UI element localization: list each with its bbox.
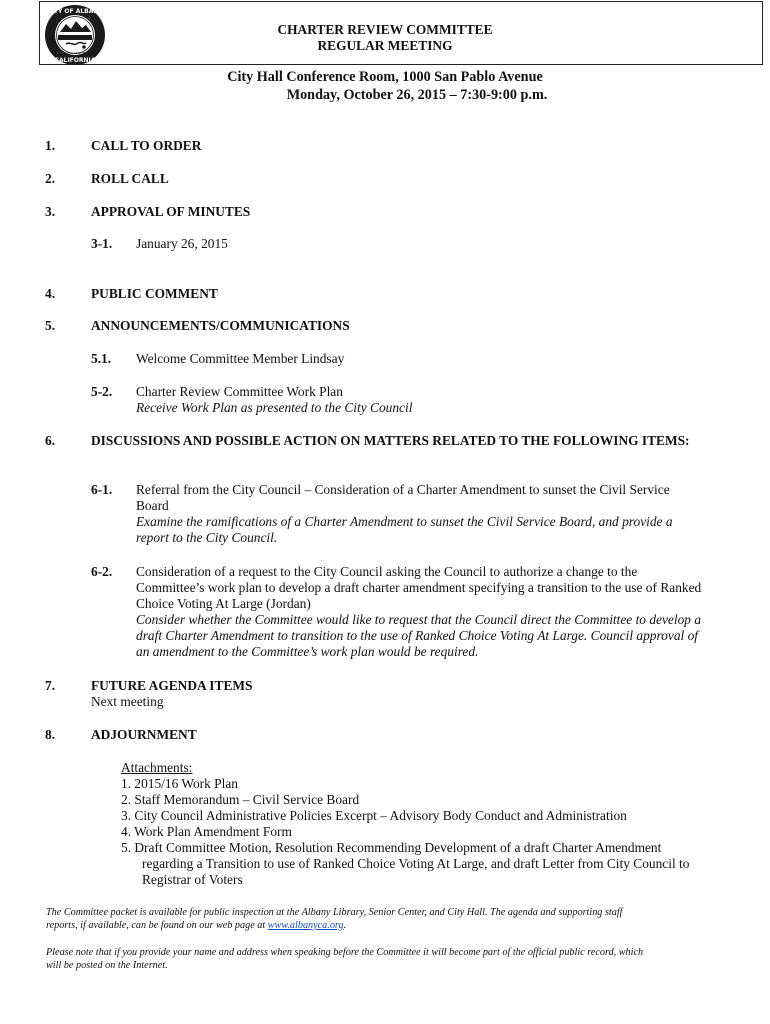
subitem-text: Welcome Committee Member Lindsay [136, 351, 345, 366]
city-seal-logo [44, 4, 106, 66]
subitem-number: 5.1. [91, 351, 112, 366]
item-heading: APPROVAL OF MINUTES [91, 204, 251, 219]
footer-notice-public-record [46, 946, 728, 972]
footer-text-line: Please note that if you provide your name and address when speaking before the Committee it will become part of the official public record, which [46, 947, 644, 958]
subitem-text-line: Referral from the City Council – Consideration of a Charter Amendment to sunset the Civil Service [136, 482, 670, 497]
item-number: 7. [45, 678, 56, 693]
website-link[interactable]: www.albanyca.org [267, 920, 344, 931]
footer-text: . [343, 920, 347, 931]
item-heading: ANNOUNCEMENTS/COMMUNICATIONS [91, 318, 350, 333]
subitem-number: 6-2. [91, 564, 113, 579]
footer-text-line [46, 919, 728, 932]
attachment-item: 1. 2015/16 Work Plan [121, 776, 238, 791]
seal-text-band: URBAN VILLAGE BY THE BAY [56, 52, 94, 55]
item-heading: CALL TO ORDER [91, 138, 202, 153]
attachment-item: 5. Draft Committee Motion, Resolution Recommending Development of a draft Charter Amendment [121, 840, 662, 855]
subitem-note-line: an amendment to the Committee’s work plan would be required. [136, 644, 479, 659]
item-number: 2. [45, 171, 56, 186]
subitem-text: January 26, 2015 [136, 236, 228, 251]
subitem-block [136, 482, 726, 546]
footer-text-line: will be posted on the Internet. [46, 960, 168, 971]
footer-notice-packet [46, 906, 728, 932]
footer-text: reports, if available, can be found on our web page at [46, 920, 268, 931]
subitem-text-line: Board [136, 498, 169, 513]
subitem-text: Charter Review Committee Work Plan [136, 384, 343, 399]
attachments-heading: Attachments: [121, 760, 193, 775]
seal-text-top: CITY OF ALBANY [47, 8, 103, 15]
attachment-item: 3. City Council Administrative Policies Excerpt – Advisory Body Conduct and Administration [121, 808, 627, 823]
seal-text-bottom: CALIFORNIA [54, 57, 96, 64]
subitem-number: 3-1. [91, 236, 113, 251]
subitem-note-line: Examine the ramifications of a Charter Amendment to sunset the Civil Service Board, and provide a [136, 514, 673, 529]
subitem-text-line: Committee’s work plan to develop a draft charter amendment specifying a transition to the use of Ranked [136, 580, 702, 595]
attachment-item-continued: regarding a Transition to use of Ranked Choice Voting At Large, and draft Letter from City Council to [142, 856, 690, 871]
attachments-list [121, 760, 731, 888]
subitem-number: 5-2. [91, 384, 113, 399]
meeting-datetime: Monday, October 26, 2015 – 7:30-9:00 p.m. [286, 87, 548, 103]
item-number: 1. [45, 138, 56, 153]
subitem-note-line: Consider whether the Committee would like to request that the Council direct the Committee to develop a [136, 612, 702, 627]
subitem-number: 6-1. [91, 482, 113, 497]
item-heading: PUBLIC COMMENT [91, 286, 218, 301]
subitem-note: Receive Work Plan as presented to the City Council [136, 400, 413, 415]
item-number: 3. [45, 204, 56, 219]
subitem-block [136, 564, 726, 660]
committee-name: CHARTER REVIEW COMMITTEE [277, 22, 493, 37]
item-number: 8. [45, 727, 56, 742]
attachment-item: 2. Staff Memorandum – Civil Service Board [121, 792, 360, 807]
meeting-location: City Hall Conference Room, 1000 San Pablo Avenue [227, 69, 543, 85]
item-number: 4. [45, 286, 56, 301]
attachment-item: 4. Work Plan Amendment Form [121, 824, 292, 839]
meeting-type: REGULAR MEETING [317, 38, 453, 53]
subitem-block [136, 384, 726, 416]
item-detail: Next meeting [91, 694, 164, 709]
item-heading: ROLL CALL [91, 171, 169, 186]
item-heading: ADJOURNMENT [91, 727, 197, 742]
footer-text-line: The Committee packet is available for public inspection at the Albany Library, Senior Center, and City Hall. The agenda and supporting staff [46, 907, 623, 918]
item-number: 5. [45, 318, 56, 333]
item-heading: FUTURE AGENDA ITEMS [91, 678, 253, 693]
subitem-note-line: report to the City Council. [136, 530, 278, 545]
item-number: 6. [45, 433, 56, 448]
subitem-note-line: draft Charter Amendment to transition to the use of Ranked Choice Voting At Large. Council approval of [136, 628, 698, 643]
item-heading: DISCUSSIONS AND POSSIBLE ACTION ON MATTERS RELATED TO THE FOLLOWING ITEMS: [91, 433, 690, 448]
subitem-text-line: Consideration of a request to the City Council asking the Council to authorize a change to the [136, 564, 638, 579]
subitem-text-line: Choice Voting At Large (Jordan) [136, 596, 311, 611]
attachment-item-continued: Registrar of Voters [142, 872, 243, 887]
